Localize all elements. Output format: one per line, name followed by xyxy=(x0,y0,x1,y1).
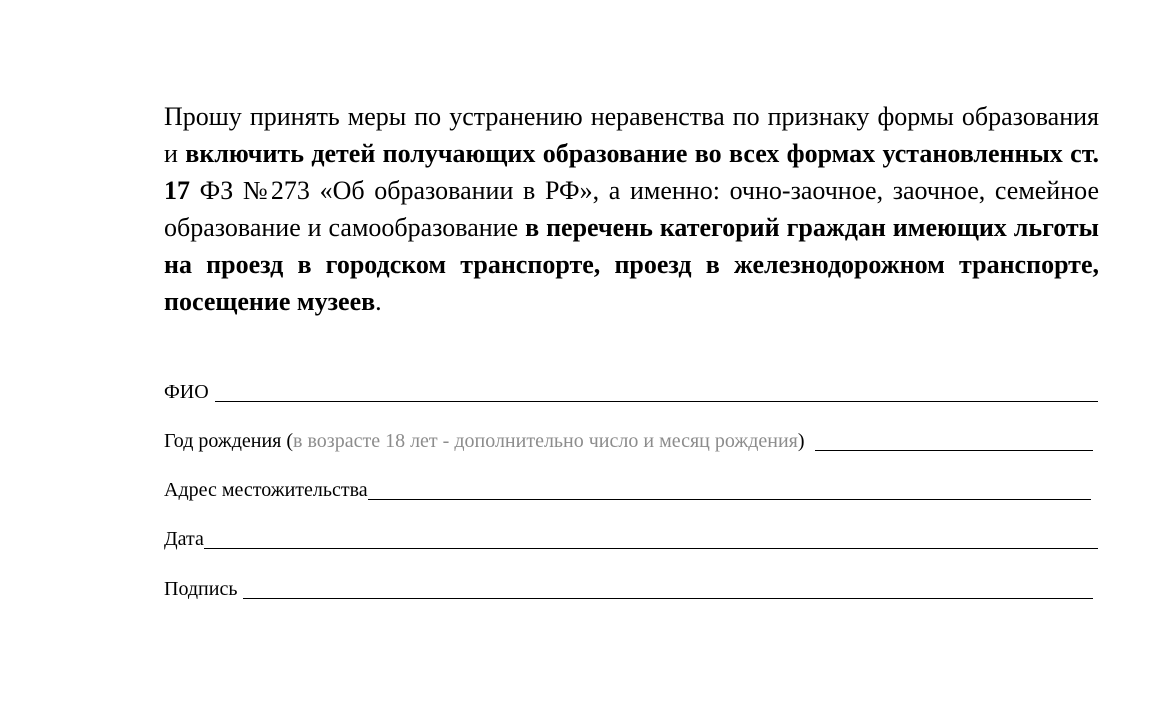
request-paragraph xyxy=(164,98,1099,320)
fio-line[interactable] xyxy=(215,401,1098,402)
address-label: Адрес местожительства xyxy=(164,479,368,501)
date-label: Дата xyxy=(164,528,204,550)
request-text-bold-include: включить детей получающих образование во всех формах установленных ст. 17 xyxy=(164,139,1100,205)
address-field[interactable] xyxy=(164,478,1091,502)
request-text-bold-benefits: в перечень категорий граждан имеющих льготы на проезд в городском транспорте, проезд в железнодорожном транспорте, посещение музеев xyxy=(164,213,1099,316)
fio-label: ФИО xyxy=(164,381,209,403)
fio-field[interactable] xyxy=(164,380,1098,404)
request-text-intro: Прошу принять меры по устранению неравенства по признаку формы образования и xyxy=(164,102,1099,168)
birth-year-label xyxy=(164,429,805,453)
birth-year-line[interactable] xyxy=(815,450,1093,451)
birth-year-label-close: ) xyxy=(797,430,805,452)
request-text-end: . xyxy=(375,287,382,316)
date-line[interactable] xyxy=(204,548,1098,549)
address-line[interactable] xyxy=(368,499,1091,500)
request-text-forms: ФЗ №273 «Об образовании в РФ», а именно: очно-заочное, заочное, семейное образование и самообразование xyxy=(164,176,1099,242)
date-field[interactable] xyxy=(164,527,1098,551)
signature-line[interactable] xyxy=(243,598,1093,599)
birth-year-field[interactable] xyxy=(164,429,1093,453)
signature-field[interactable] xyxy=(164,577,1093,601)
signature-label: Подпись xyxy=(164,578,238,600)
birth-year-label-text: Год рождения ( xyxy=(164,430,294,452)
birth-year-hint: в возрасте 18 лет - дополнительно число и месяц рождения xyxy=(293,430,798,452)
